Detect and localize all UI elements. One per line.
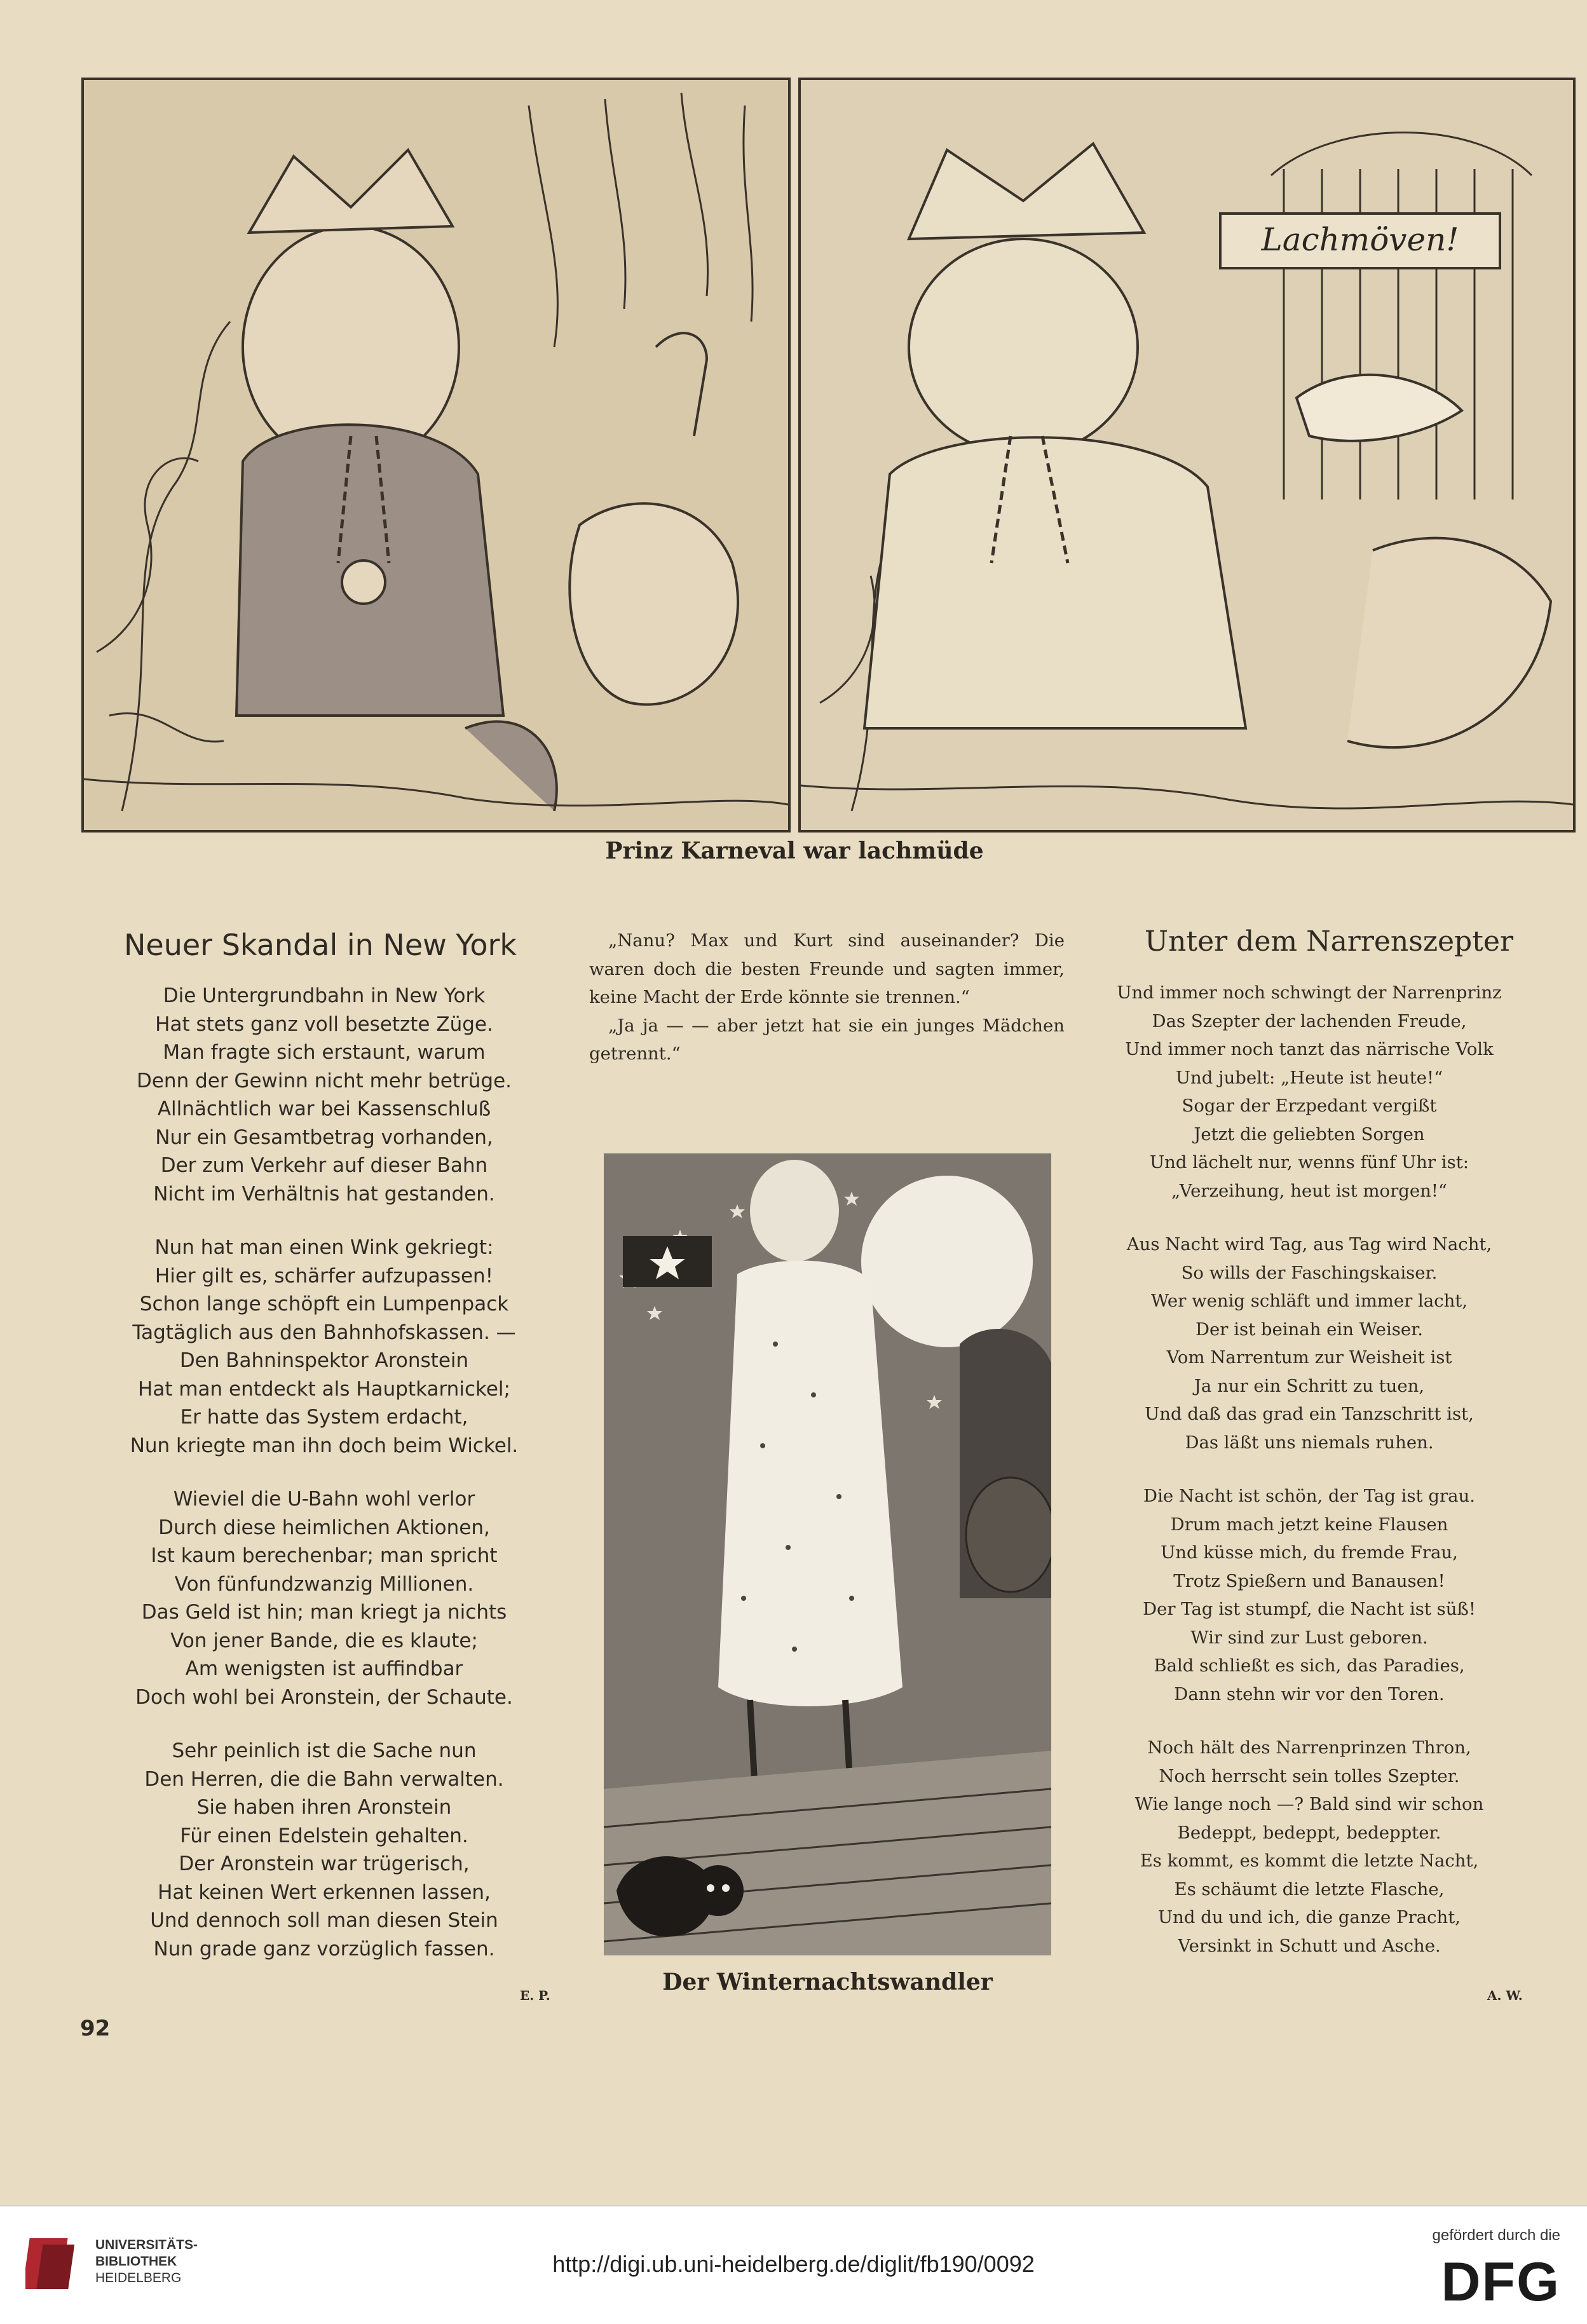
poem-line: So wills der Faschingskaiser. bbox=[1181, 1262, 1438, 1283]
poem-line: Hat stets ganz voll besetzte Züge. bbox=[155, 1012, 493, 1036]
poem-line: Es kommt, es kommt die letzte Nacht, bbox=[1140, 1851, 1479, 1871]
poem-line: Er hatte das System erdacht, bbox=[180, 1406, 468, 1429]
poem-line: Und du und ich, die ganze Pracht, bbox=[1157, 1907, 1461, 1927]
joke-paragraph: „Nanu? Max und Kurt sind auseinander? Die waren doch die besten Freunde und sagten immer, keine Macht der Erde könnte sie trennen.“ bbox=[589, 930, 1065, 1007]
poem-line: Nicht im Verhältnis hat gestanden. bbox=[153, 1182, 495, 1206]
poem-line: Sie haben ihren Aronstein bbox=[196, 1796, 452, 1819]
poem-line: Drum mach jetzt keine Flausen bbox=[1170, 1514, 1448, 1535]
left-stanza bbox=[95, 1485, 553, 1711]
left-poem-signature: E. P. bbox=[520, 1988, 550, 2003]
dfg-logo: DFG bbox=[1441, 2252, 1560, 2313]
middle-caption: Der Winternachtswandler bbox=[662, 1969, 993, 1995]
poem-line: Und daß das grad ein Tanzschritt ist, bbox=[1145, 1404, 1474, 1424]
poem-line: Von jener Bande, die es klaute; bbox=[170, 1629, 478, 1652]
right-poem-body bbox=[1093, 979, 1525, 1985]
poem-line: Von fünfundzwanzig Millionen. bbox=[174, 1572, 474, 1596]
poem-line: Der ist beinah ein Weiser. bbox=[1195, 1319, 1423, 1340]
poem-line: Den Herren, die die Bahn verwalten. bbox=[144, 1767, 504, 1791]
poem-line: Noch herrscht sein tolles Szepter. bbox=[1159, 1765, 1460, 1786]
poem-line: Hier gilt es, schärfer aufzupassen! bbox=[154, 1264, 494, 1288]
poem-line: Dann stehn wir vor den Toren. bbox=[1174, 1683, 1445, 1704]
prince-weary-drawing bbox=[84, 80, 788, 830]
poem-line: Der zum Verkehr auf dieser Bahn bbox=[160, 1154, 488, 1177]
poem-line: Und immer noch schwingt der Narrenprinz bbox=[1117, 982, 1502, 1003]
digital-library-footer bbox=[0, 2205, 1587, 2324]
poem-line: Trotz Spießern und Banausen! bbox=[1173, 1570, 1445, 1591]
poem-line: Ist kaum berechenbar; man spricht bbox=[151, 1544, 498, 1567]
poem-line: Man fragte sich erstaunt, warum bbox=[163, 1041, 486, 1064]
poem-line: Und lächelt nur, wenns fünf Uhr ist: bbox=[1149, 1152, 1469, 1172]
poem-line: Tagtäglich aus den Bahnhofskassen. — bbox=[132, 1321, 516, 1344]
poem-line: Und immer noch tanzt das närrische Volk bbox=[1125, 1039, 1494, 1059]
poem-line: Allnächtlich war bei Kassenschluß bbox=[157, 1097, 491, 1120]
top-caption: Prinz Karneval war lachmüde bbox=[605, 838, 984, 864]
joke-paragraph: „Ja ja — — aber jetzt hat sie ein junges Mädchen getrennt.“ bbox=[589, 1015, 1065, 1064]
poem-line: Ja nur ein Schritt zu tuen, bbox=[1194, 1375, 1425, 1396]
illustration-winter-sleepwalker bbox=[604, 1153, 1051, 1955]
poem-line: Und küsse mich, du fremde Frau, bbox=[1161, 1542, 1458, 1563]
illustration-prince-laughing bbox=[798, 78, 1576, 832]
left-stanza bbox=[95, 1233, 553, 1460]
poem-line: Und dennoch soll man diesen Stein bbox=[150, 1909, 498, 1932]
poem-line: Es schäumt die letzte Flasche, bbox=[1174, 1879, 1445, 1899]
poem-line: Für einen Edelstein gehalten. bbox=[180, 1824, 468, 1847]
right-stanza bbox=[1093, 1482, 1525, 1708]
page-number: 92 bbox=[80, 2016, 111, 2041]
digital-copy-url[interactable]: http://digi.ub.uni-heidelberg.de/diglit/fb190/0092 bbox=[552, 2251, 1035, 2277]
poem-line: Sogar der Erzpedant vergißt bbox=[1182, 1096, 1437, 1116]
poem-line: Nun hat man einen Wink gekriegt: bbox=[154, 1236, 494, 1259]
poem-line: Sehr peinlich ist die Sache nun bbox=[172, 1739, 477, 1762]
poem-line: Am wenigsten ist auffindbar bbox=[185, 1657, 463, 1680]
poem-line: Wie lange noch —? Bald sind wir schon bbox=[1134, 1794, 1484, 1814]
poem-line: Versinkt in Schutt und Asche. bbox=[1178, 1935, 1441, 1956]
poem-line: Jetzt die geliebten Sorgen bbox=[1194, 1124, 1425, 1145]
poem-line: Wir sind zur Lust geboren. bbox=[1190, 1627, 1428, 1648]
middle-joke bbox=[589, 927, 1065, 1068]
poem-line: Bedeppt, bedeppt, bedeppter. bbox=[1177, 1822, 1441, 1843]
poem-line: Hat man entdeckt als Hauptkarnickel; bbox=[138, 1377, 510, 1401]
sleepwalker-drawing bbox=[604, 1153, 1051, 1955]
poem-line: Vom Narrentum zur Weisheit ist bbox=[1166, 1347, 1452, 1368]
right-poem-signature: A. W. bbox=[1487, 1988, 1523, 2003]
poem-line: Wieviel die U-Bahn wohl verlor bbox=[173, 1488, 475, 1511]
illustration-prince-weary bbox=[81, 78, 791, 832]
right-stanza bbox=[1093, 979, 1525, 1205]
poem-line: Das läßt uns niemals ruhen. bbox=[1185, 1432, 1434, 1453]
poem-line: Und jubelt: „Heute ist heute!“ bbox=[1175, 1067, 1443, 1088]
left-poem-title: Neuer Skandal in New York bbox=[124, 928, 517, 962]
library-name-line: BIBLIOTHEK bbox=[95, 2254, 177, 2269]
poem-line: Nur ein Gesamtbetrag vorhanden, bbox=[155, 1125, 493, 1149]
left-stanza bbox=[95, 1737, 553, 1963]
right-stanza bbox=[1093, 1230, 1525, 1457]
poem-line: Aus Nacht wird Tag, aus Tag wird Nacht, bbox=[1126, 1234, 1492, 1254]
poem-line: Wer wenig schläft und immer lacht, bbox=[1150, 1291, 1468, 1311]
poem-line: „Verzeihung, heut ist morgen!“ bbox=[1171, 1180, 1447, 1201]
funded-by-label: gefördert durch die bbox=[1432, 2227, 1560, 2244]
poem-line: Nun kriegte man ihn doch beim Wickel. bbox=[130, 1434, 519, 1457]
poem-line: Den Bahninspektor Aronstein bbox=[179, 1349, 469, 1372]
poem-line: Schon lange schöpft ein Lumpenpack bbox=[139, 1293, 509, 1315]
poem-line: Nun grade ganz vorzüglich fassen. bbox=[153, 1937, 495, 1960]
library-name-line: HEIDELBERG bbox=[95, 2271, 182, 2285]
poem-line: Noch hält des Narrenprinzen Thron, bbox=[1147, 1737, 1471, 1758]
lachmoeven-sign-text: Lachmöven! bbox=[1261, 221, 1459, 258]
right-stanza bbox=[1093, 1734, 1525, 1960]
poem-line: Bald schließt es sich, das Paradies, bbox=[1154, 1655, 1465, 1676]
poem-line: Die Untergrundbahn in New York bbox=[163, 984, 486, 1007]
library-name-line: UNIVERSITÄTS- bbox=[95, 2238, 198, 2252]
poem-line: Doch wohl bei Aronstein, der Schaute. bbox=[135, 1685, 513, 1709]
left-stanza bbox=[95, 982, 553, 1208]
poem-line: Die Nacht ist schön, der Tag ist grau. bbox=[1143, 1486, 1475, 1506]
poem-line: Das Szepter der lachenden Freude, bbox=[1152, 1010, 1467, 1031]
poem-line: Denn der Gewinn nicht mehr betrüge. bbox=[136, 1069, 512, 1092]
poem-line: Durch diese heimlichen Aktionen, bbox=[158, 1516, 490, 1539]
prince-laughing-drawing bbox=[801, 80, 1573, 830]
poem-line: Hat keinen Wert erkennen lassen, bbox=[158, 1880, 491, 1904]
poem-line: Der Tag ist stumpf, die Nacht ist süß! bbox=[1143, 1599, 1476, 1619]
left-poem-body bbox=[95, 982, 553, 1988]
right-poem-title: Unter dem Narrenszepter bbox=[1145, 925, 1513, 958]
poem-line: Das Geld ist hin; man kriegt ja nichts bbox=[141, 1601, 507, 1624]
poem-line: Der Aronstein war trügerisch, bbox=[179, 1852, 470, 1875]
